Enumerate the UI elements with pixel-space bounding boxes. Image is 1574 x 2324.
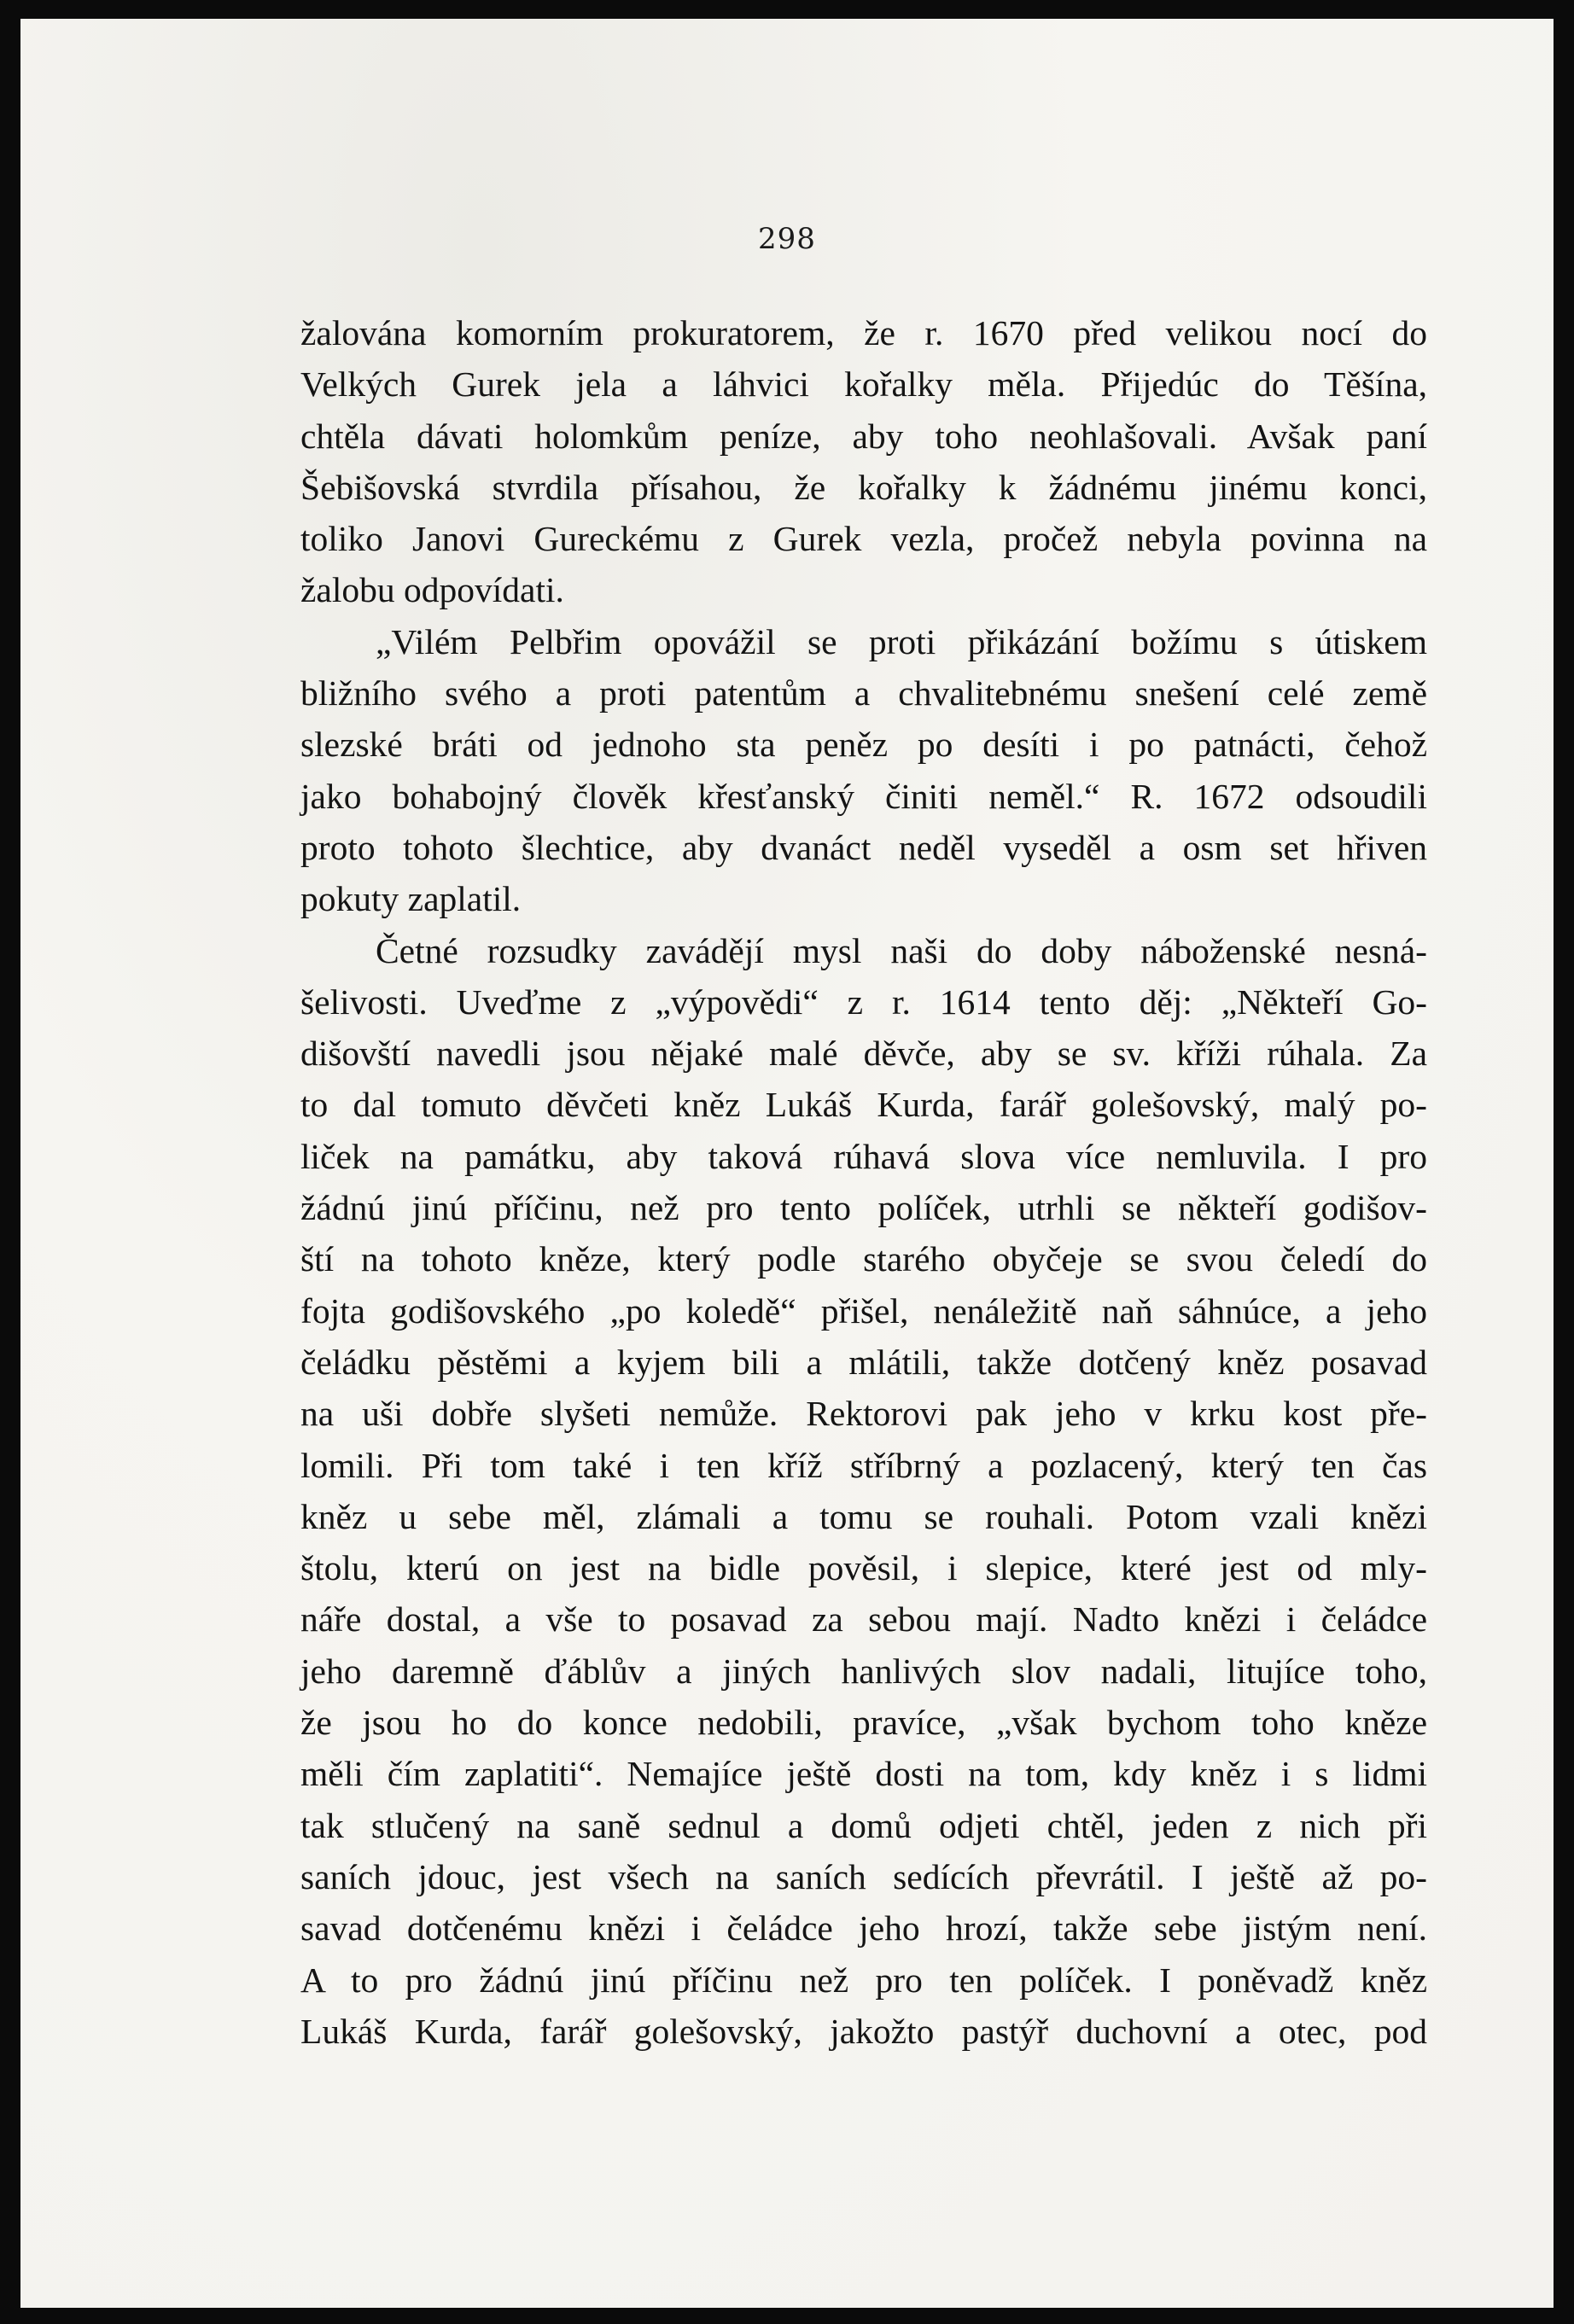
text-line: proto tohoto šlechtice, aby dvanáct neděl vyseděl a osm set hřiven bbox=[300, 827, 1427, 867]
text-line: A to pro žádnú jinú příčinu než pro ten políček. I poněvadž kněz bbox=[300, 1960, 1427, 2000]
text-line: savad dotčenému knězi i čeládce jeho hrozí, takže sebe jistým není. bbox=[300, 1908, 1427, 1948]
text-line: šelivosti. Uveďme z „výpovědi“ z r. 1614 tento děj: „Někteří Go- bbox=[300, 981, 1427, 1022]
text-line: žádnú jinú příčinu, než pro tento políček, utrhli se někteří godišov- bbox=[300, 1188, 1427, 1228]
text-line: toliko Janovi Gureckému z Gurek vezla, pročež nebyla povinna na bbox=[300, 519, 1427, 559]
text-line: na uši dobře slyšeti nemůže. Rektorovi pak jeho v krku kost pře- bbox=[300, 1394, 1427, 1434]
text-line: pokuty zaplatil. bbox=[300, 879, 522, 919]
text-line: jeho daremně ďáblův a jiných hanlivých slov nadali, litujíce toho, bbox=[300, 1651, 1427, 1691]
text-line: Velkých Gurek jela a láhvici kořalky měla. Přijedúc do Těšína, bbox=[300, 364, 1427, 405]
text-line: štolu, kterú on jest na bidle pověsil, i slepice, které jest od mly- bbox=[300, 1548, 1427, 1588]
text-line: Šebišovská stvrdila přísahou, že kořalky k žádnému jinému konci, bbox=[300, 467, 1427, 507]
text-line: Lukáš Kurda, farář golešovský, jakožto pastýř duchovní a otec, pod bbox=[300, 2011, 1427, 2051]
text-line: saních jdouc, jest všech na saních sedících převrátil. I ještě až po- bbox=[300, 1856, 1427, 1896]
book-page bbox=[20, 19, 1554, 2308]
text-line: tak stlučený na saně sednul a domů odjeti chtěl, jeden z nich při bbox=[300, 1805, 1427, 1845]
text-line: fojta godišovského „po koledě“ přišel, nenáležitě naň sáhnúce, a jeho bbox=[300, 1290, 1427, 1331]
text-line: náře dostal, a vše to posavad za sebou mají. Nadto knězi i čeládce bbox=[300, 1599, 1427, 1640]
text-line: chtěla dávati holomkům peníze, aby toho neohlašovali. Avšak paní bbox=[300, 416, 1427, 456]
text-line: lomili. Při tom také i ten kříž stříbrný a pozlacený, který ten čas bbox=[300, 1445, 1427, 1485]
text-line: kněz u sebe měl, zlámali a tomu se rouhali. Potom vzali knězi bbox=[300, 1496, 1427, 1536]
text-line: liček na památku, aby taková rúhavá slova více nemluvila. I pro bbox=[300, 1136, 1427, 1176]
page-number: 298 bbox=[758, 222, 816, 256]
text-line: Četné rozsudky zavádějí mysl naši do doby náboženské nesná- bbox=[376, 930, 1427, 970]
text-line: měli čím zaplatiti“. Nemajíce ještě dosti na tom, kdy kněz i s lidmi bbox=[300, 1754, 1427, 1794]
text-line: že jsou ho do konce nedobili, pravíce, „však bychom toho kněze bbox=[300, 1703, 1427, 1743]
text-line: slezské bráti od jednoho sta peněz po desíti i po patnácti, čehož bbox=[300, 725, 1427, 765]
text-line: žalobu odpovídati. bbox=[300, 570, 564, 610]
text-line: to dal tomuto děvčeti kněz Lukáš Kurda, farář golešovský, malý po- bbox=[300, 1085, 1427, 1125]
text-line: žalována komorním prokuratorem, že r. 1670 před velikou nocí do bbox=[300, 313, 1427, 352]
text-line: „Vilém Pelbřim opovážil se proti přikázání božímu s útiskem bbox=[376, 621, 1427, 661]
text-line: bližního svého a proti patentům a chvalitebnému snešení celé země bbox=[300, 673, 1427, 714]
body-text bbox=[300, 307, 1427, 2057]
text-line: čeládku pěstěmi a kyjem bili a mlátili, takže dotčený kněz posavad bbox=[300, 1342, 1427, 1382]
text-line: dišovští navedli jsou nějaké malé děvče, aby se sv. kříži rúhala. Za bbox=[300, 1034, 1427, 1074]
text-line: jako bohabojný člověk křesťanský činiti neměl.“ R. 1672 odsoudili bbox=[300, 776, 1427, 816]
text-line: ští na tohoto kněze, který podle starého obyčeje se svou čeledí do bbox=[300, 1239, 1427, 1279]
